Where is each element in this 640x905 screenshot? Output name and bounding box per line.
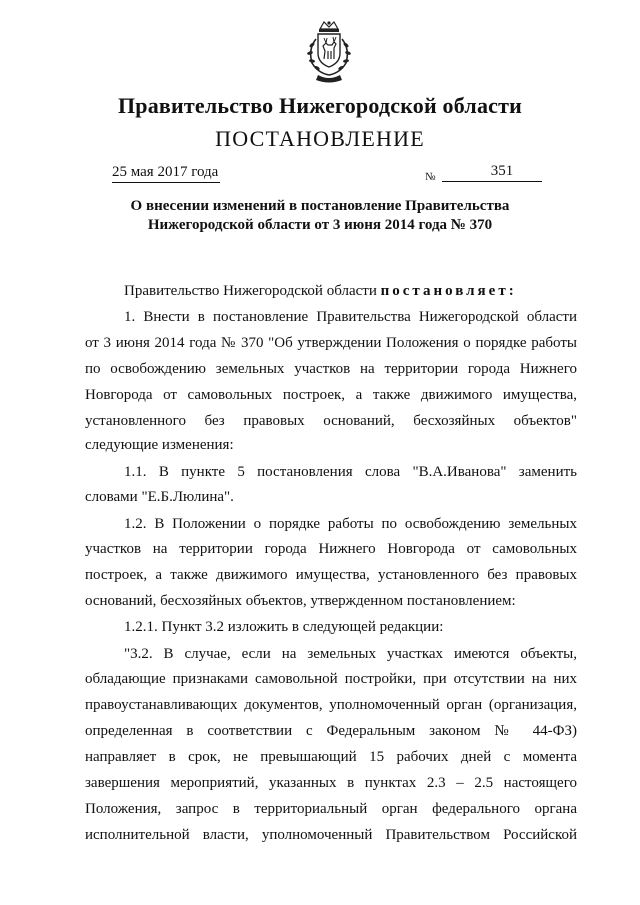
document-subject — [0, 197, 640, 235]
body-line: исполнительной власти, уполномоченный Правительством Российской — [85, 827, 577, 843]
body-line: правоустанавливающих документов, уполномоченный орган (организация, — [85, 697, 577, 713]
document-date: 25 мая 2017 года — [112, 164, 220, 183]
intro-prefix: Правительство Нижегородской области — [124, 283, 381, 299]
coat-of-arms-emblem — [298, 19, 360, 85]
body-line: обладающие признаками самовольной постройки, при отсутствии на них — [85, 671, 577, 687]
body-line: следующие изменения: — [85, 437, 234, 453]
number-label: № — [425, 171, 436, 183]
body-line: завершения мероприятий, указанных в пунктах 2.3 – 2.5 настоящего — [85, 775, 577, 791]
body-line: участков на территории города Нижнего Новгорода от самовольных — [85, 541, 577, 557]
body-line: 1. Внести в постановление Правительства Нижегородской области — [124, 309, 577, 325]
body-line: 1.1. В пункте 5 постановления слова "В.А.Иванова" заменить — [124, 464, 577, 480]
body-line: словами "Е.Б.Люлина". — [85, 489, 234, 505]
subject-line: О внесении изменений в постановление Правительства — [130, 198, 510, 214]
body-line: 1.2.1. Пункт 3.2 изложить в следующей редакции: — [124, 619, 444, 635]
body-line: по освобождению земельных участков на территории города Нижнего — [85, 361, 577, 377]
document-number: 351 — [442, 163, 542, 182]
body-line: 1.2. В Положении о порядке работы по освобождению земельных — [124, 516, 577, 532]
intro-line — [124, 281, 577, 301]
intro-verb: постановляет: — [380, 283, 517, 299]
body-line: определенная в соответствии с Федеральным законом № 44-ФЗ) — [85, 723, 577, 739]
body-line: направляет в срок, не превышающий 15 рабочих дней с момента — [85, 749, 577, 765]
government-title: Правительство Нижегородской области — [117, 93, 522, 118]
body-line: Положения, запрос в территориальный орган федерального органа — [85, 801, 577, 817]
body-line: от 3 июня 2014 года № 370 "Об утверждении Положения о порядке работы — [85, 335, 577, 351]
subject-line: Нижегородской области от 3 июня 2014 года № 370 — [147, 217, 493, 233]
document-type: ПОСТАНОВЛЕНИЕ — [215, 126, 425, 151]
body-line: "3.2. В случае, если на земельных участках имеются объекты, — [124, 646, 577, 662]
body-line: Новгорода от самовольных построек, а также движимого имущества, — [85, 387, 577, 403]
body-line: оснований, бесхозяйных объектов, утвержденном постановлением: — [85, 593, 516, 609]
body-line: построек, а также движимого имущества, установленного без правовых — [85, 567, 577, 583]
body-line: установленного без правовых оснований, бесхозяйных объектов" — [85, 413, 577, 429]
